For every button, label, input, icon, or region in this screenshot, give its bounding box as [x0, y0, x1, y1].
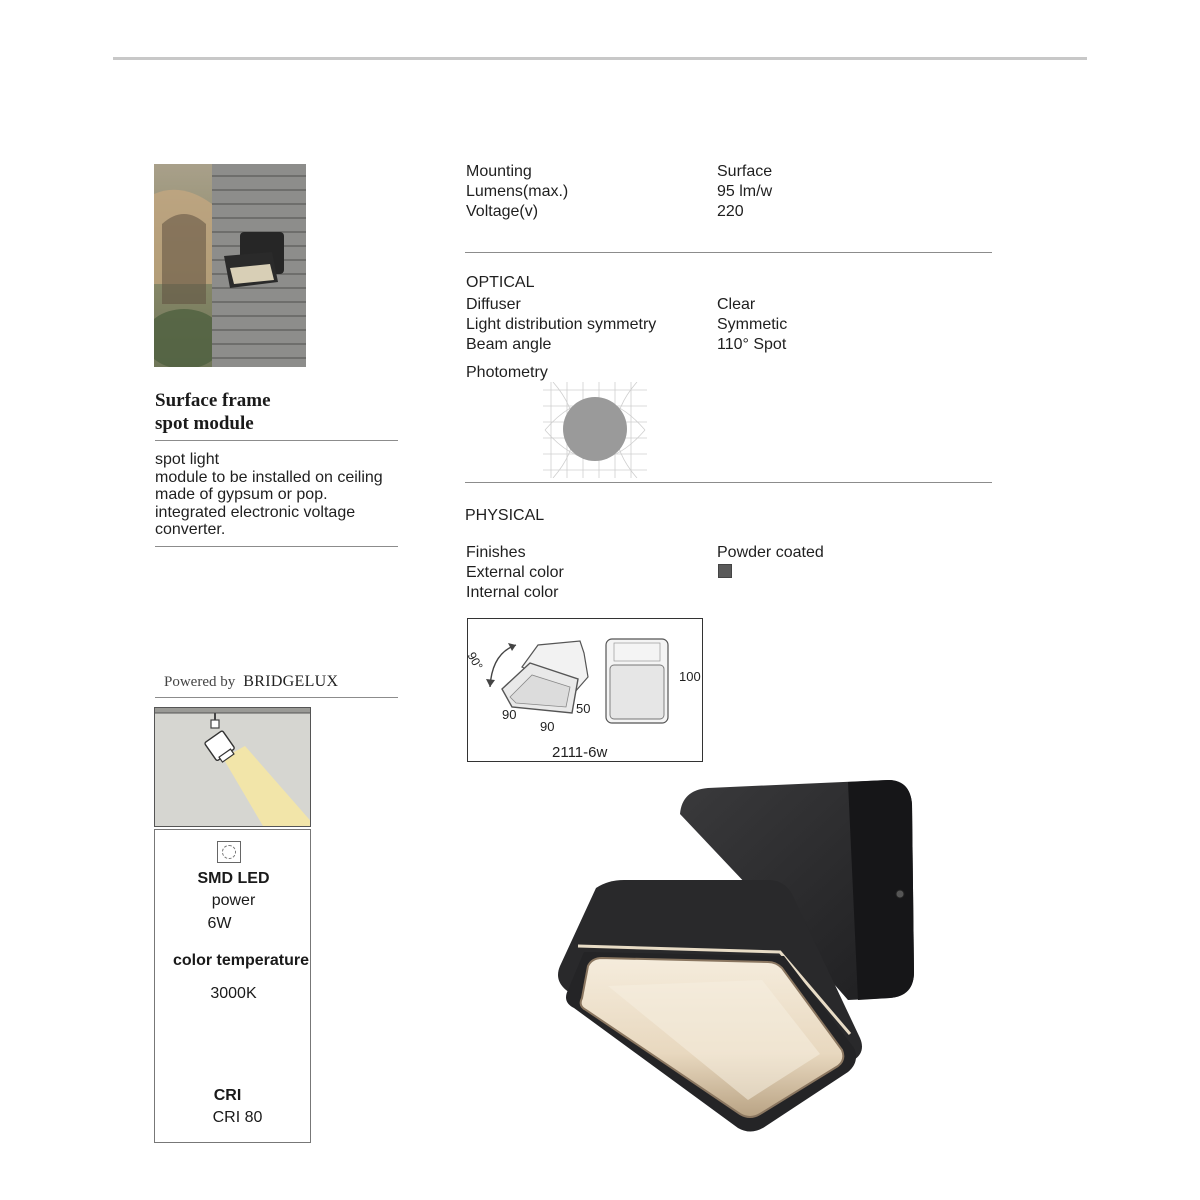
color-temp-value: 3000K — [210, 985, 257, 1002]
led-spec-panel — [154, 829, 311, 1143]
photometry-label: Photometry — [466, 364, 548, 381]
dimension-height: 100 — [679, 669, 701, 684]
description-line: integrated electronic voltage — [155, 503, 356, 521]
model-number: 2111-6w — [552, 744, 608, 761]
product-photo — [548, 776, 920, 1136]
beam-angle-value: 110° Spot — [717, 336, 787, 353]
product-title-line2: spot module — [155, 413, 254, 434]
mounting-label: Mounting — [466, 163, 532, 180]
photometry-diagram — [543, 382, 647, 478]
dimension-depth: 90 — [540, 719, 555, 734]
smd-led-icon — [217, 841, 241, 863]
cri-label: CRI — [213, 1087, 242, 1104]
rotation-angle: 90° — [464, 649, 486, 673]
description-line: made of gypsum or pop. — [155, 486, 328, 503]
beam-angle-label: Beam angle — [466, 336, 552, 353]
power-value: 6W — [207, 915, 232, 932]
product-title — [155, 389, 271, 435]
description-line: module to be installed on ceiling — [155, 468, 383, 486]
physical-heading: PHYSICAL — [465, 507, 545, 524]
title-divider — [155, 440, 398, 441]
color-temp-label: color temperature — [172, 952, 310, 969]
optical-heading: OPTICAL — [466, 274, 535, 291]
voltage-label: Voltage(v) — [466, 203, 539, 220]
header-rule — [113, 57, 1087, 60]
cri-value: CRI 80 — [212, 1109, 263, 1126]
external-color-label: External color — [466, 564, 564, 581]
mounting-value: Surface — [717, 163, 773, 180]
dimension-width: 90 — [502, 707, 517, 722]
powered-by — [164, 673, 338, 691]
diffuser-value: Clear — [717, 296, 756, 313]
led-type: SMD LED — [197, 870, 270, 887]
optical-divider — [465, 482, 992, 483]
powered-by-label: Powered by — [164, 674, 236, 690]
product-title-line1: Surface frame — [155, 390, 271, 411]
power-label: power — [211, 892, 256, 909]
description-divider — [155, 546, 398, 547]
spotlight-diagram — [154, 707, 311, 827]
description-line: converter. — [155, 521, 226, 538]
lumens-label: Lumens(max.) — [466, 183, 569, 200]
symmetry-value: Symmetic — [717, 316, 788, 333]
voltage-value: 220 — [717, 203, 744, 220]
finishes-value: Powder coated — [717, 544, 824, 561]
product-description — [155, 451, 415, 539]
external-color-swatch — [718, 564, 732, 578]
powered-divider — [155, 697, 398, 698]
product-installed-photo — [154, 164, 306, 367]
finishes-label: Finishes — [466, 544, 526, 561]
description-line: spot light — [155, 451, 220, 468]
symmetry-label: Light distribution symmetry — [466, 316, 657, 333]
internal-color-label: Internal color — [466, 584, 559, 601]
lumens-value: 95 lm/w — [717, 183, 773, 200]
dimension-height-small: 50 — [576, 701, 591, 716]
brand-name: BRIDGELUX — [243, 673, 339, 690]
diffuser-label: Diffuser — [466, 296, 521, 313]
dimension-drawing — [464, 618, 703, 762]
general-divider — [465, 252, 992, 253]
